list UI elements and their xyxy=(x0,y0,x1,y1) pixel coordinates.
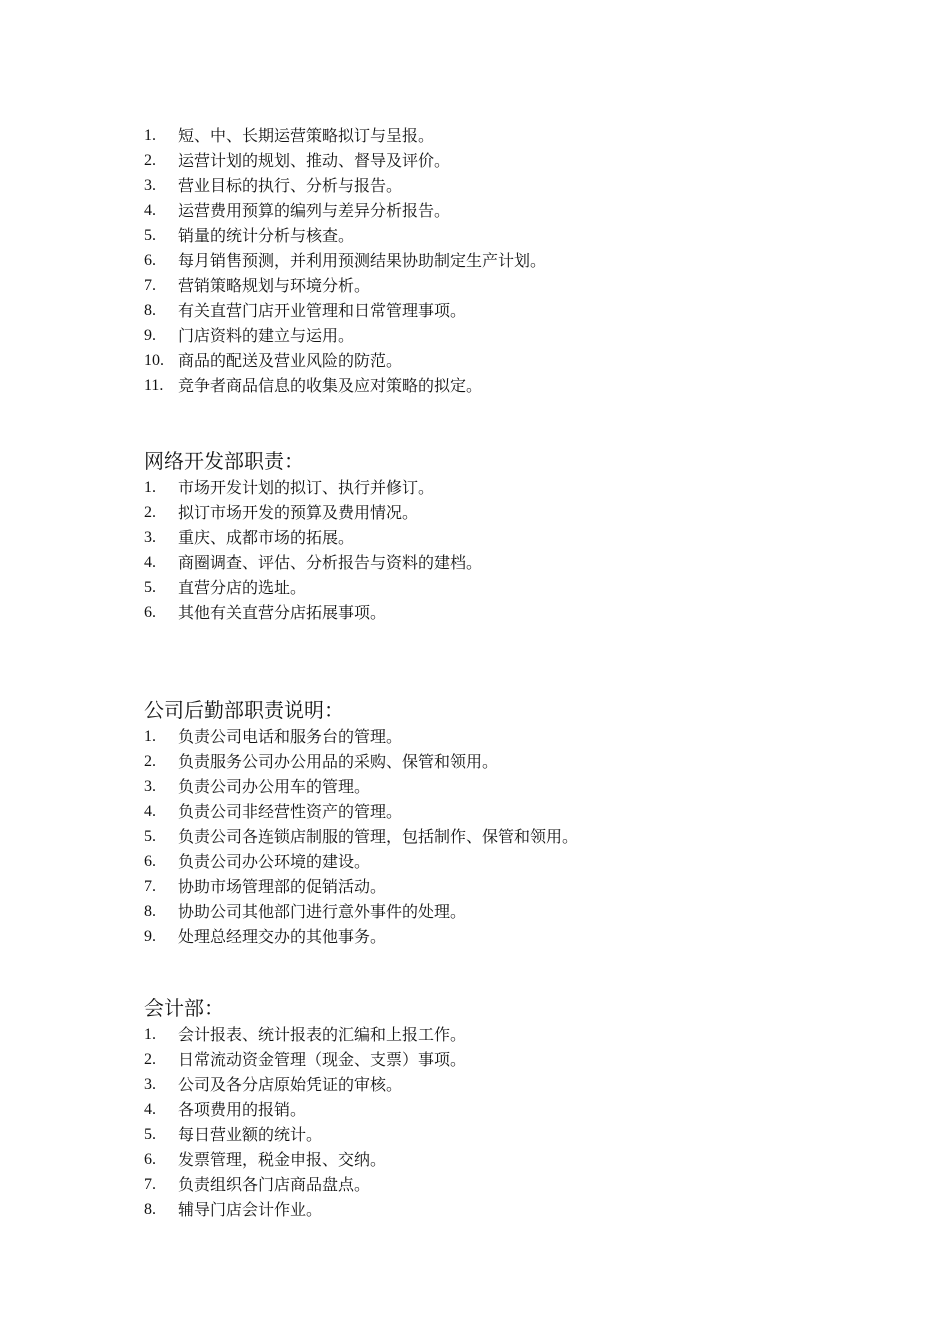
item-text: 公司及各分店原始凭证的审核。 xyxy=(178,1075,403,1094)
operations-duties-list xyxy=(144,123,844,398)
list-item xyxy=(144,799,844,824)
item-text: 负责公司办公用车的管理。 xyxy=(178,777,371,796)
item-number: 4. xyxy=(144,1101,156,1118)
item-number: 2. xyxy=(144,504,156,521)
item-text: 运营费用预算的编列与差异分析报告。 xyxy=(178,201,451,220)
list-item xyxy=(144,924,844,949)
item-text: 直营分店的选址。 xyxy=(178,578,307,597)
item-number: 4. xyxy=(144,202,156,219)
item-number: 8. xyxy=(144,302,156,319)
item-number: 2. xyxy=(144,152,156,169)
list-item xyxy=(144,899,844,924)
item-number: 8. xyxy=(144,1201,156,1218)
item-number: 6. xyxy=(144,604,156,621)
item-number: 5. xyxy=(144,227,156,244)
list-item xyxy=(144,874,844,899)
list-item xyxy=(144,173,844,198)
list-item xyxy=(144,824,844,849)
item-number: 7. xyxy=(144,1176,156,1193)
item-number: 3. xyxy=(144,1076,156,1093)
list-item xyxy=(144,525,844,550)
list-item xyxy=(144,1172,844,1197)
item-number: 5. xyxy=(144,579,156,596)
item-text: 竞争者商品信息的收集及应对策略的拟定。 xyxy=(178,376,483,395)
item-text: 营业目标的执行、分析与报告。 xyxy=(178,176,403,195)
list-item xyxy=(144,1197,844,1222)
item-text: 辅导门店会计作业。 xyxy=(178,1200,323,1219)
item-text: 负责服务公司办公用品的采购、保管和领用。 xyxy=(178,752,499,771)
list-item xyxy=(144,500,844,525)
item-number: 1. xyxy=(144,1026,156,1043)
list-item xyxy=(144,273,844,298)
list-item xyxy=(144,148,844,173)
item-number: 6. xyxy=(144,853,156,870)
item-number: 8. xyxy=(144,903,156,920)
network-development-section xyxy=(144,447,844,625)
item-text: 负责公司办公环境的建设。 xyxy=(178,852,371,871)
section-heading: 会计部： xyxy=(144,996,224,1020)
list-item xyxy=(144,1022,844,1047)
item-text: 市场开发计划的拟订、执行并修订。 xyxy=(178,478,435,497)
list-item xyxy=(144,774,844,799)
list-item xyxy=(144,600,844,625)
list-item xyxy=(144,348,844,373)
item-text: 负责公司非经营性资产的管理。 xyxy=(178,802,403,821)
list-item xyxy=(144,724,844,749)
list-item xyxy=(144,475,844,500)
item-text: 处理总经理交办的其他事务。 xyxy=(178,927,387,946)
logistics-department-section xyxy=(144,696,844,949)
item-text: 营销策略规划与环境分析。 xyxy=(178,276,371,295)
item-number: 1. xyxy=(144,127,156,144)
item-text: 运营计划的规划、推动、督导及评价。 xyxy=(178,151,451,170)
item-text: 销量的统计分析与核查。 xyxy=(178,226,355,245)
list-item xyxy=(144,373,844,398)
item-number: 2. xyxy=(144,1051,156,1068)
list-item xyxy=(144,298,844,323)
list-item xyxy=(144,1072,844,1097)
list-item xyxy=(144,123,844,148)
item-text: 有关直营门店开业管理和日常管理事项。 xyxy=(178,301,467,320)
item-number: 6. xyxy=(144,1151,156,1168)
item-number: 9. xyxy=(144,327,156,344)
item-text: 重庆、成都市场的拓展。 xyxy=(178,528,355,547)
item-number: 10. xyxy=(144,352,164,369)
list-item xyxy=(144,248,844,273)
list-item xyxy=(144,323,844,348)
item-number: 4. xyxy=(144,803,156,820)
list-item xyxy=(144,223,844,248)
item-number: 7. xyxy=(144,878,156,895)
item-number: 5. xyxy=(144,1126,156,1143)
item-number: 9. xyxy=(144,928,156,945)
item-text: 各项费用的报销。 xyxy=(178,1100,307,1119)
item-number: 3. xyxy=(144,778,156,795)
item-number: 6. xyxy=(144,252,156,269)
list-item xyxy=(144,849,844,874)
item-number: 3. xyxy=(144,529,156,546)
item-text: 其他有关直营分店拓展事项。 xyxy=(178,603,387,622)
item-text: 协助市场管理部的促销活动。 xyxy=(178,877,387,896)
list-item xyxy=(144,749,844,774)
item-number: 5. xyxy=(144,828,156,845)
section-heading: 公司后勤部职责说明： xyxy=(144,698,344,722)
item-text: 每日营业额的统计。 xyxy=(178,1125,323,1144)
list-item xyxy=(144,198,844,223)
item-number: 1. xyxy=(144,728,156,745)
item-number: 4. xyxy=(144,554,156,571)
item-text: 发票管理，税金申报、交纳。 xyxy=(178,1150,387,1169)
item-number: 3. xyxy=(144,177,156,194)
item-text: 日常流动资金管理（现金、支票）事项。 xyxy=(178,1050,467,1069)
item-number: 11. xyxy=(144,377,164,394)
item-text: 负责公司电话和服务台的管理。 xyxy=(178,727,403,746)
item-number: 2. xyxy=(144,753,156,770)
item-text: 商品的配送及营业风险的防范。 xyxy=(178,351,403,370)
section-heading: 网络开发部职责： xyxy=(144,449,304,473)
item-text: 负责组织各门店商品盘点。 xyxy=(178,1175,371,1194)
list-item xyxy=(144,1047,844,1072)
item-text: 门店资料的建立与运用。 xyxy=(178,326,355,345)
list-item xyxy=(144,1147,844,1172)
list-item xyxy=(144,1122,844,1147)
item-text: 商圈调查、评估、分析报告与资料的建档。 xyxy=(178,553,483,572)
item-text: 拟订市场开发的预算及费用情况。 xyxy=(178,503,419,522)
item-text: 会计报表、统计报表的汇编和上报工作。 xyxy=(178,1025,467,1044)
item-text: 短、中、长期运营策略拟订与呈报。 xyxy=(178,126,435,145)
item-number: 1. xyxy=(144,479,156,496)
item-number: 7. xyxy=(144,277,156,294)
list-item xyxy=(144,1097,844,1122)
item-text: 每月销售预测，并利用预测结果协助制定生产计划。 xyxy=(178,251,547,270)
list-item xyxy=(144,550,844,575)
list-item xyxy=(144,575,844,600)
accounting-department-section xyxy=(144,994,844,1222)
item-text: 负责公司各连锁店制服的管理，包括制作、保管和领用。 xyxy=(178,827,579,846)
item-text: 协助公司其他部门进行意外事件的处理。 xyxy=(178,902,467,921)
